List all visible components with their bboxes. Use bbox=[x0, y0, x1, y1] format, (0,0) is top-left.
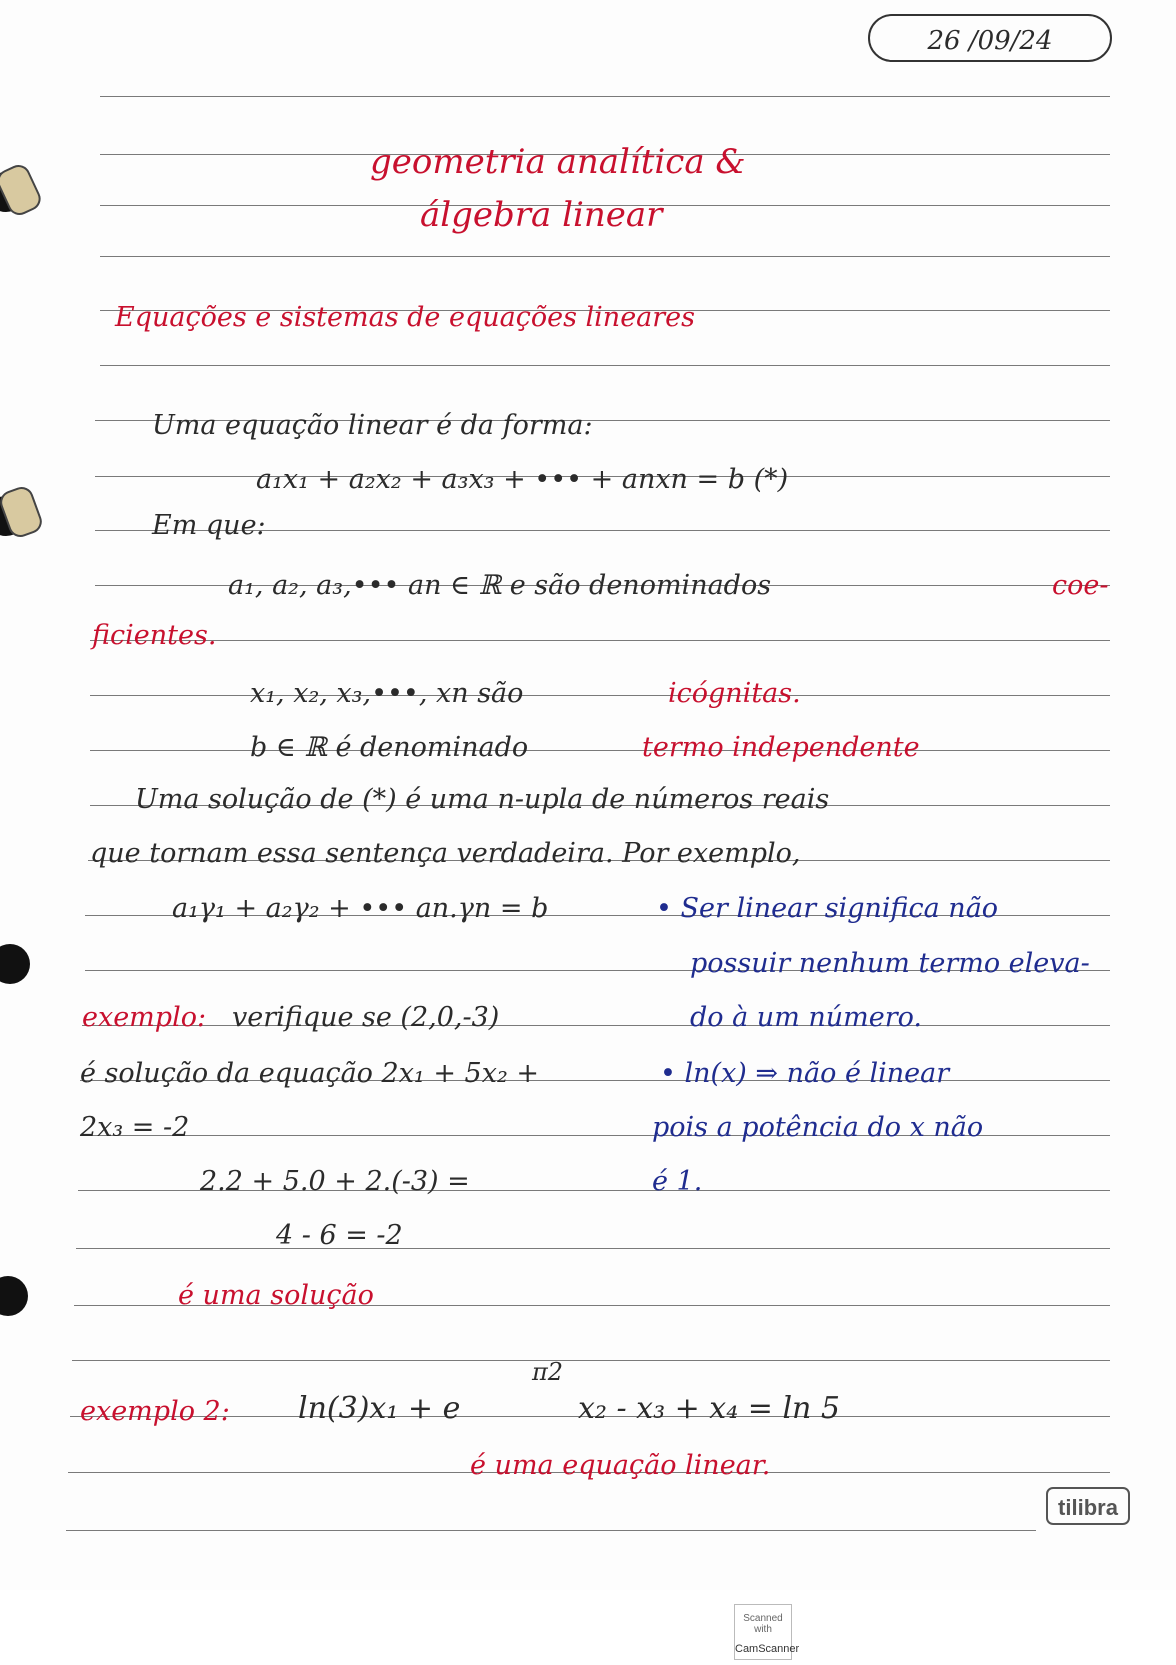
em-que-label: Em que: bbox=[152, 510, 266, 541]
example-1-conclusion: é uma solução bbox=[178, 1280, 374, 1311]
example-1-line-1: verifique se (2,0,-3) bbox=[232, 1002, 500, 1033]
solution-definition-line-2: que tornam essa sentença verdadeira. Por exemplo, bbox=[90, 838, 801, 869]
title-line-2: álgebra linear bbox=[420, 195, 663, 235]
independent-term: termo independente bbox=[642, 732, 920, 763]
ruled-line bbox=[90, 750, 1110, 751]
coefficients-line: a₁, a₂, a₃,••• an ∈ ℝ e são denominados bbox=[228, 570, 772, 601]
ruled-line bbox=[90, 640, 1110, 641]
coefficients-term-end: ficientes. bbox=[92, 620, 217, 651]
ruled-line bbox=[90, 695, 1110, 696]
date-badge bbox=[868, 14, 1112, 62]
binder-hole bbox=[0, 1276, 28, 1316]
date-text: 26 /09/24 bbox=[927, 26, 1053, 56]
ruled-line bbox=[66, 1530, 1036, 1531]
binder-hole bbox=[0, 944, 30, 984]
note-line-5: pois a potência do x não bbox=[652, 1112, 984, 1143]
ruled-line bbox=[100, 256, 1110, 257]
unknowns-term: icógnitas. bbox=[668, 678, 801, 709]
ruled-line bbox=[100, 96, 1110, 97]
example-1-calculation-1: 2.2 + 5.0 + 2.(-3) = bbox=[200, 1166, 470, 1197]
solution-example-equation: a₁γ₁ + a₂γ₂ + ••• an.γn = b bbox=[172, 893, 549, 924]
scanner-line-1: Scanned with bbox=[743, 1613, 783, 1635]
note-line-2: possuir nenhum termo eleva- bbox=[690, 948, 1090, 979]
coefficients-term-start: coe- bbox=[1052, 570, 1109, 601]
independent-line: b ∈ ℝ é denominado bbox=[250, 732, 529, 763]
example-2-exponent: π2 bbox=[532, 1358, 564, 1386]
note-line-1: • Ser linear significa não bbox=[656, 893, 999, 924]
title-line-1: geometria analítica & bbox=[370, 142, 746, 182]
scanner-line-2: CamScanner bbox=[735, 1643, 800, 1655]
camscanner-watermark bbox=[734, 1604, 800, 1660]
ruled-line bbox=[76, 1248, 1110, 1249]
solution-definition-line-1: Uma solução de (*) é uma n-upla de números reais bbox=[135, 784, 830, 815]
tilibra-logo bbox=[1046, 1487, 1130, 1525]
unknowns-line: x₁, x₂, x₃,•••, xn são bbox=[250, 678, 524, 709]
general-equation: a₁x₁ + a₂x₂ + a₃x₃ + ••• + anxn = b (*) bbox=[256, 464, 789, 495]
brand-text: tilibra bbox=[1058, 1495, 1118, 1520]
intro-text: Uma equação linear é da forma: bbox=[152, 410, 593, 441]
section-title: Equações e sistemas de equações lineares bbox=[115, 302, 696, 333]
example-2-label: exemplo 2: bbox=[80, 1396, 230, 1427]
example-2-equation: ln(3)x₁ + e bbox=[298, 1391, 461, 1426]
example-1-line-3: 2x₃ = -2 bbox=[80, 1112, 190, 1143]
ruled-line bbox=[100, 365, 1110, 366]
note-line-4: • ln(x) ⇒ não é linear bbox=[660, 1058, 950, 1089]
example-2-equation-rest: x₂ - x₃ + x₄ = ln 5 bbox=[578, 1391, 841, 1426]
example-1-line-2: é solução da equação 2x₁ + 5x₂ + bbox=[80, 1058, 539, 1089]
note-line-6: é 1. bbox=[652, 1166, 703, 1197]
ruled-line bbox=[72, 1360, 1110, 1361]
example-2-conclusion: é uma equação linear. bbox=[470, 1450, 771, 1481]
example-1-label: exemplo: bbox=[82, 1002, 207, 1033]
note-line-3: do à um número. bbox=[690, 1002, 923, 1033]
example-1-calculation-2: 4 - 6 = -2 bbox=[276, 1220, 403, 1251]
